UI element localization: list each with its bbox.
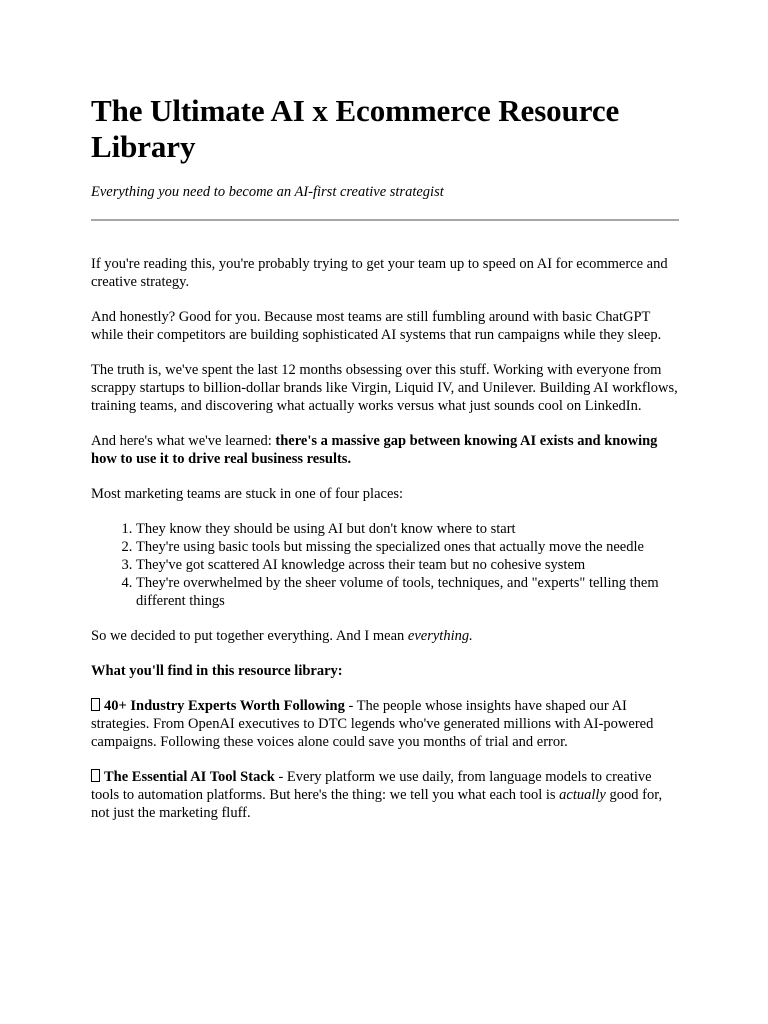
list-item: 1. They know they should be using AI but don't know where to start: [136, 520, 678, 538]
tool-stack-description-b: good for, not just the marketing fluff.: [91, 787, 663, 821]
page-title: The Ultimate AI x Ecommerce Resource Library: [91, 93, 620, 164]
section-heading-text: What you'll find in this resource library:: [91, 663, 343, 679]
missing-glyph-icon: [91, 769, 100, 782]
paragraph-learned: [91, 432, 678, 468]
paragraph-everything: [91, 627, 678, 645]
divider: [91, 219, 679, 221]
resource-item-tool-stack: [91, 768, 678, 822]
paragraph-honestly: And honestly? Good for you. Because most teams are still fumbling around with basic ChatGPT while their competitors are building sophisticated AI systems that run campaigns while they sleep.: [91, 309, 662, 343]
experts-description: - The people whose insights have shaped our AI strategies. From OpenAI executives to DTC legends who've generated millions with AI-powered campaigns. Following these voices alone could save you months of trial and error.: [91, 698, 654, 750]
list-item: 2. They're using basic tools but missing the specialized ones that actually move the needle: [136, 538, 678, 556]
everything-lead-text: So we decided to put together everything. And I mean: [91, 628, 408, 644]
list-item: 3. They've got scattered AI knowledge across their team but no cohesive system: [136, 556, 678, 574]
paragraph-intro: If you're reading this, you're probably trying to get your team up to speed on AI for ecommerce and creative strategy.: [91, 256, 668, 290]
paragraph-four-places: Most marketing teams are stuck in one of four places:: [91, 486, 404, 502]
paragraph-truth: The truth is, we've spent the last 12 months obsessing over this stuff. Working with everyone from scrappy startups to billion-dollar brands like Virgin, Liquid IV, and Unilever. Building AI workflows, training teams, and discovering what actually works versus what just sounds cool on LinkedIn.: [91, 362, 678, 414]
resource-item-experts: [91, 697, 678, 751]
list-item: 4. They're overwhelmed by the sheer volume of tools, techniques, and "experts" telling them different things: [136, 574, 678, 610]
page-subtitle: Everything you need to become an AI-first creative strategist: [91, 184, 444, 200]
missing-glyph-icon: [91, 698, 100, 711]
experts-title: 40+ Industry Experts Worth Following: [104, 698, 345, 714]
section-heading: [91, 662, 678, 680]
learned-lead-text: And here's what we've learned:: [91, 433, 276, 449]
places-list: [91, 520, 678, 610]
learned-bold-text: there's a massive gap between knowing AI exists and knowing how to use it to drive real business results.: [91, 433, 658, 467]
tool-stack-title: The Essential AI Tool Stack: [104, 769, 275, 785]
tool-stack-description-a: - Every platform we use daily, from language models to creative tools to automation platforms. But here's the thing: we tell you what each tool is: [91, 769, 652, 803]
everything-em-text: everything.: [407, 628, 473, 644]
tool-stack-em: actually: [559, 787, 606, 803]
